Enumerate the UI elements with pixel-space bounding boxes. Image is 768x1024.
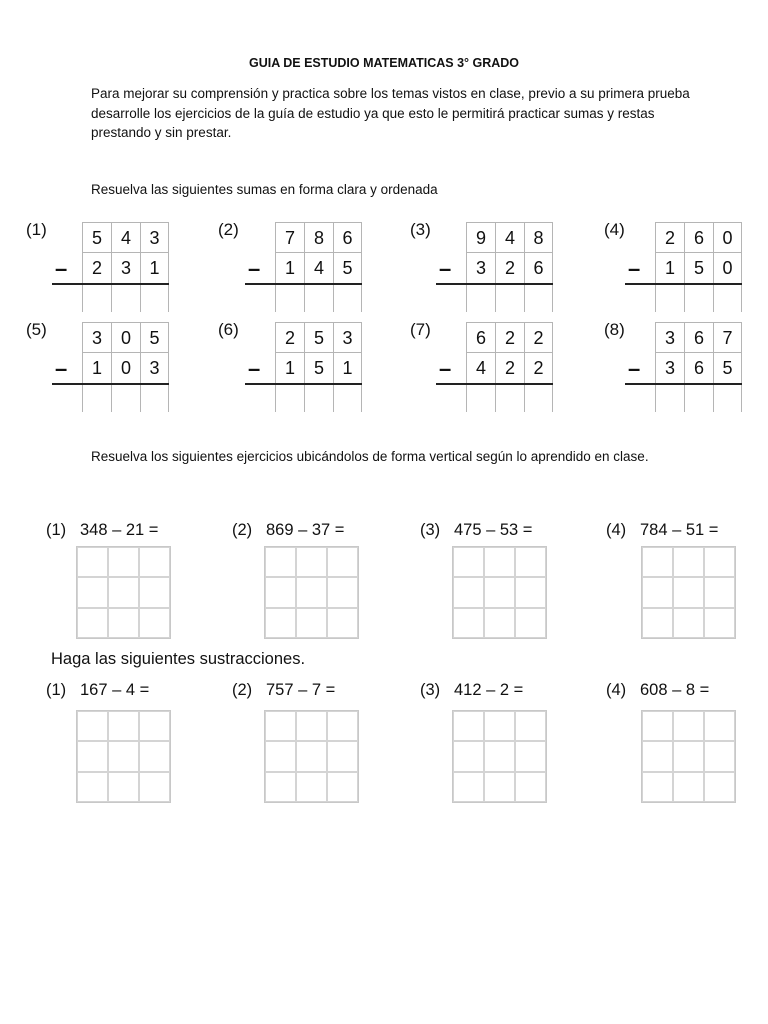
digit-cell: 6 [684,353,713,384]
answer-cell[interactable] [275,384,304,412]
exercise-label: (8) [604,320,625,339]
exercise-expression: 869 – 37 = [266,521,345,539]
digit-cell: 3 [655,353,684,384]
answer-cell[interactable] [304,384,333,412]
bottom-number-row [275,353,362,384]
digit-cell: 3 [466,253,495,284]
answer-cell[interactable] [704,547,735,577]
answer-cell[interactable] [139,741,170,771]
answer-cell[interactable] [139,577,170,607]
answer-cell[interactable] [139,772,170,802]
answer-cell[interactable] [515,772,546,802]
digit-cell: 3 [111,253,140,284]
answer-cell[interactable] [495,384,524,412]
digit-cell: 1 [140,253,169,284]
digit-cell: 6 [333,222,362,253]
answer-cell[interactable] [327,741,358,771]
digit-cell: 5 [684,253,713,284]
digit-cell: 3 [82,322,111,353]
exercise-label: (7) [410,320,431,339]
answer-cell[interactable] [484,772,515,802]
answer-cell[interactable] [111,284,140,312]
result-line [436,383,553,385]
answer-cell[interactable] [453,608,484,638]
top-number-row [466,322,553,353]
exercise-label: (5) [26,320,47,339]
exercise-label: (4) [606,521,627,539]
answer-cell[interactable] [139,547,170,577]
answer-cell[interactable] [327,772,358,802]
answer-cell[interactable] [108,608,139,638]
exercise-label: (3) [420,681,441,699]
answer-cell[interactable] [515,608,546,638]
answer-cell[interactable] [111,384,140,412]
bottom-number-row [82,353,169,384]
exercise-label: (2) [232,521,253,539]
digit-cell: 1 [82,353,111,384]
digit-cell: 5 [82,222,111,253]
answer-cell[interactable] [265,608,296,638]
minus-sign: – [55,256,68,281]
answer-row [275,384,362,415]
digit-cell: 0 [111,322,140,353]
answer-cell[interactable] [108,711,139,741]
exercise-label: (2) [218,220,239,239]
digit-cell: 6 [684,222,713,253]
bottom-number-row [655,353,742,384]
answer-cell[interactable] [642,711,673,741]
answer-cell[interactable] [108,547,139,577]
exercise-label: (4) [606,681,627,699]
answer-cell[interactable] [77,711,108,741]
result-line [436,283,553,285]
answer-cell[interactable] [484,577,515,607]
digit-cell: 0 [713,222,742,253]
minus-sign: – [628,256,641,281]
answer-row [655,284,742,315]
result-line [625,283,742,285]
digit-cell: 4 [466,353,495,384]
digit-cell: 6 [466,322,495,353]
exercise-label: (1) [26,220,47,239]
answer-grid [76,546,171,639]
answer-cell[interactable] [333,384,362,412]
answer-cell[interactable] [704,741,735,771]
result-line [625,383,742,385]
exercise-expression: 784 – 51 = [640,521,719,539]
minus-sign: – [248,256,261,281]
digit-cell: 0 [111,353,140,384]
minus-sign: – [248,356,261,381]
answer-cell[interactable] [704,577,735,607]
answer-cell[interactable] [642,547,673,577]
answer-cell[interactable] [673,772,704,802]
answer-cell[interactable] [466,284,495,312]
intro-paragraph: Para mejorar su comprensión y practica sobre los temas vistos en clase, previo a su primera prueba desarrolle los ejercicios de la guía de estudio ya que esto le permitirá practicar sumas y restas prestando y sin prestar. [91,86,690,140]
exercise-label: (3) [410,220,431,239]
exercise-label: (4) [604,220,625,239]
digit-cell: 2 [275,322,304,353]
answer-cell[interactable] [139,608,170,638]
answer-cell[interactable] [333,284,362,312]
answer-cell[interactable] [524,384,553,412]
bottom-number-row [466,253,553,284]
top-number-row [275,322,362,353]
digit-cell: 5 [713,353,742,384]
answer-cell[interactable] [484,608,515,638]
answer-cell[interactable] [655,284,684,312]
top-number-row [275,222,362,253]
minus-sign: – [439,256,452,281]
answer-row [466,284,553,315]
answer-cell[interactable] [139,711,170,741]
digit-cell: 2 [495,253,524,284]
answer-cell[interactable] [655,384,684,412]
answer-row [275,284,362,315]
answer-cell[interactable] [296,547,327,577]
page-title: GUIA DE ESTUDIO MATEMATICAS 3° GRADO [248,56,520,70]
answer-grid [641,546,736,639]
result-line [52,283,169,285]
top-number-row [655,322,742,353]
subtraction-grid [466,222,553,315]
top-number-row [82,322,169,353]
digit-cell: 1 [275,253,304,284]
answer-cell[interactable] [673,577,704,607]
section2-instruction: Resuelva los siguientes ejercicios ubicándolos de forma vertical según lo aprendido en clase. [91,449,649,464]
answer-cell[interactable] [684,384,713,412]
digit-cell: 1 [655,253,684,284]
result-line [245,283,362,285]
answer-cell[interactable] [453,547,484,577]
exercise-expression: 167 – 4 = [80,681,150,699]
subtraction-grid [655,222,742,315]
digit-cell: 0 [713,253,742,284]
digit-cell: 3 [140,353,169,384]
answer-cell[interactable] [713,284,742,312]
answer-cell[interactable] [642,608,673,638]
digit-cell: 3 [333,322,362,353]
answer-cell[interactable] [704,608,735,638]
exercise-expression: 412 – 2 = [454,681,524,699]
digit-cell: 7 [713,322,742,353]
answer-cell[interactable] [327,608,358,638]
answer-grid [264,546,359,639]
digit-cell: 7 [275,222,304,253]
minus-sign: – [439,356,452,381]
subtraction-grid [275,322,362,415]
subtraction-grid [275,222,362,315]
section1-instruction: Resuelva las siguientes sumas en forma clara y ordenada [91,182,438,197]
answer-cell[interactable] [108,741,139,771]
answer-cell[interactable] [77,577,108,607]
answer-cell[interactable] [82,284,111,312]
answer-grid [452,546,547,639]
bottom-number-row [275,253,362,284]
digit-cell: 4 [495,222,524,253]
answer-cell[interactable] [673,711,704,741]
exercise-label: (1) [46,681,67,699]
answer-cell[interactable] [108,577,139,607]
answer-cell[interactable] [296,608,327,638]
exercise-expression: 608 – 8 = [640,681,710,699]
answer-cell[interactable] [327,547,358,577]
answer-cell[interactable] [77,741,108,771]
answer-cell[interactable] [296,741,327,771]
answer-cell[interactable] [108,772,139,802]
answer-cell[interactable] [453,711,484,741]
answer-cell[interactable] [77,608,108,638]
digit-cell: 2 [524,322,553,353]
digit-cell: 2 [524,353,553,384]
digit-cell: 2 [82,253,111,284]
answer-cell[interactable] [515,711,546,741]
subtraction-grid [82,222,169,315]
answer-cell[interactable] [515,741,546,771]
answer-cell[interactable] [495,284,524,312]
minus-sign: – [628,356,641,381]
digit-cell: 5 [140,322,169,353]
exercise-expression: 348 – 21 = [80,521,159,539]
answer-cell[interactable] [77,547,108,577]
answer-cell[interactable] [524,284,553,312]
digit-cell: 5 [304,322,333,353]
subtraction-grid [655,322,742,415]
digit-cell: 2 [495,353,524,384]
answer-cell[interactable] [484,711,515,741]
result-line [245,383,362,385]
answer-cell[interactable] [77,772,108,802]
answer-cell[interactable] [327,711,358,741]
answer-cell[interactable] [304,284,333,312]
answer-row [655,384,742,415]
answer-cell[interactable] [642,772,673,802]
digit-cell: 4 [304,253,333,284]
digit-cell: 1 [275,353,304,384]
result-line [52,383,169,385]
digit-cell: 6 [684,322,713,353]
answer-row [82,384,169,415]
digit-cell: 6 [524,253,553,284]
answer-cell[interactable] [265,711,296,741]
answer-cell[interactable] [265,741,296,771]
answer-cell[interactable] [515,577,546,607]
digit-cell: 8 [524,222,553,253]
answer-cell[interactable] [673,741,704,771]
answer-cell[interactable] [265,577,296,607]
answer-cell[interactable] [296,772,327,802]
digit-cell: 9 [466,222,495,253]
answer-cell[interactable] [140,284,169,312]
answer-cell[interactable] [453,577,484,607]
top-number-row [655,222,742,253]
answer-cell[interactable] [453,772,484,802]
answer-cell[interactable] [484,741,515,771]
answer-cell[interactable] [466,384,495,412]
subtraction-grid [466,322,553,415]
answer-cell[interactable] [684,284,713,312]
answer-cell[interactable] [265,772,296,802]
digit-cell: 3 [140,222,169,253]
bottom-number-row [466,353,553,384]
top-number-row [466,222,553,253]
answer-row [82,284,169,315]
exercise-expression: 757 – 7 = [266,681,336,699]
digit-cell: 8 [304,222,333,253]
answer-grid [264,710,359,803]
bottom-number-row [655,253,742,284]
answer-cell[interactable] [713,384,742,412]
answer-cell[interactable] [515,547,546,577]
answer-cell[interactable] [704,711,735,741]
digit-cell: 5 [304,353,333,384]
digit-cell: 3 [655,322,684,353]
digit-cell: 5 [333,253,362,284]
answer-cell[interactable] [704,772,735,802]
answer-cell[interactable] [673,608,704,638]
answer-cell[interactable] [642,741,673,771]
answer-cell[interactable] [140,384,169,412]
digit-cell: 1 [333,353,362,384]
answer-row [466,384,553,415]
exercise-expression: 475 – 53 = [454,521,533,539]
digit-cell: 2 [655,222,684,253]
answer-cell[interactable] [327,577,358,607]
exercise-label: (3) [420,521,441,539]
answer-cell[interactable] [275,284,304,312]
top-number-row [82,222,169,253]
exercise-label: (6) [218,320,239,339]
answer-cell[interactable] [265,547,296,577]
answer-grid [76,710,171,803]
exercise-label: (1) [46,521,67,539]
exercise-label: (2) [232,681,253,699]
answer-cell[interactable] [453,741,484,771]
answer-cell[interactable] [82,384,111,412]
answer-cell[interactable] [484,547,515,577]
answer-cell[interactable] [296,711,327,741]
answer-grid [641,710,736,803]
digit-cell: 4 [111,222,140,253]
answer-grid [452,710,547,803]
answer-cell[interactable] [642,577,673,607]
minus-sign: – [55,356,68,381]
digit-cell: 2 [495,322,524,353]
answer-cell[interactable] [296,577,327,607]
answer-cell[interactable] [673,547,704,577]
bottom-number-row [82,253,169,284]
subtraction-grid [82,322,169,415]
section3-heading: Haga las siguientes sustracciones. [51,650,306,668]
